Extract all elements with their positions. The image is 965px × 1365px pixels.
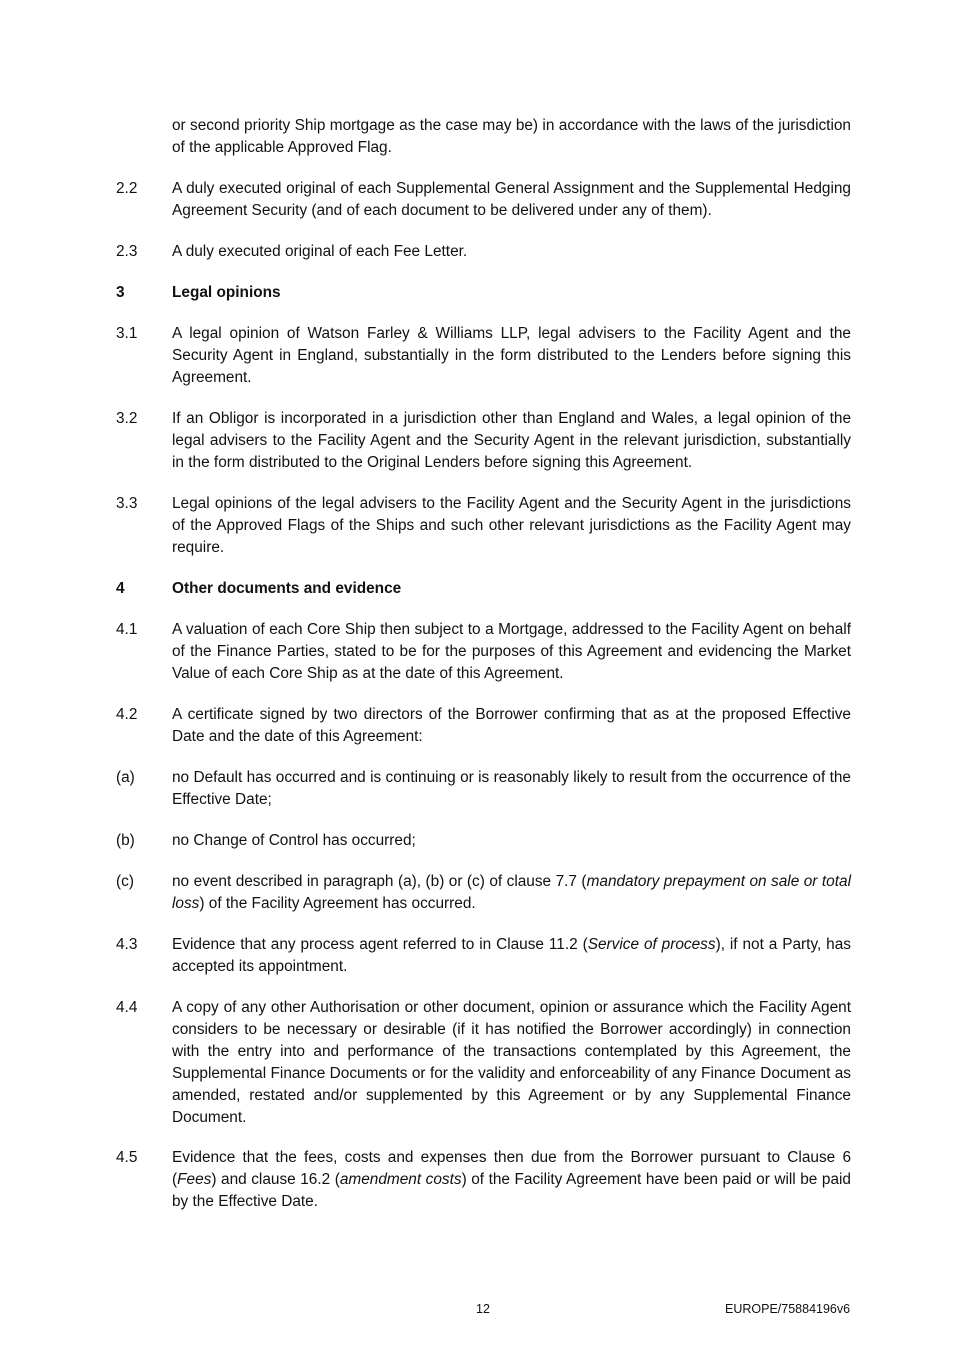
clause-text: A duly executed original of each Supplemental General Assignment and the Supplemental Hedging Agreement Security (and of each document to be delivered under any of them). xyxy=(172,180,851,219)
clause-text: Legal opinions of the legal advisers to the Facility Agent and the Security Agent in the jurisdictions of the Approved Flags of the Ships and such other relevant jurisdictions as the Facility Agent may require. xyxy=(172,495,851,556)
paragraph-text: no Change of Control has occurred; xyxy=(172,832,416,849)
paragraph-letter: (c) xyxy=(116,873,134,890)
clause-number: 4.1 xyxy=(116,621,138,638)
paragraph-letter: (b) xyxy=(116,832,135,849)
clause-text: A legal opinion of Watson Farley & Williams LLP, legal advisers to the Facility Agent and the Security Agent in England, substantially in the form distributed to the Lenders before signing this Agreement. xyxy=(172,325,851,386)
page-number: 12 xyxy=(476,1302,490,1316)
clause-number: 2.2 xyxy=(116,180,138,197)
clause-number: 3.3 xyxy=(116,495,138,512)
continuation-paragraph: or second priority Ship mortgage as the case may be) in accordance with the laws of the jurisdiction of the applicable Approved Flag. xyxy=(172,117,851,156)
clause-number: 2.3 xyxy=(116,243,138,260)
clause-text: If an Obligor is incorporated in a jurisdiction other than England and Wales, a legal opinion of the legal advisers to the Facility Agent and the Security Agent in the relevant jurisdiction, substantially in the form distributed to the Original Lenders before signing this Agreement. xyxy=(172,410,851,471)
clause-text: A duly executed original of each Fee Letter. xyxy=(172,243,468,260)
clause-number: 4.4 xyxy=(116,999,138,1016)
document-reference: EUROPE/75884196v6 xyxy=(725,1302,851,1316)
clause-text: A certificate signed by two directors of the Borrower confirming that as at the proposed Effective Date and the date of this Agreement: xyxy=(172,706,851,745)
clause-text: Evidence that any process agent referred to in Clause 11.2 (Service of process), if not a Party, has accepted its appointment. xyxy=(172,936,851,975)
section-number: 4 xyxy=(116,580,125,597)
clause-number: 3.1 xyxy=(116,325,138,342)
clause-number: 4.3 xyxy=(116,936,138,953)
clause-text: A valuation of each Core Ship then subject to a Mortgage, addressed to the Facility Agent on behalf of the Finance Parties, stated to be for the purposes of this Agreement and evidencing the Market Value of each Core Ship as at the date of this Agreement. xyxy=(172,621,851,682)
clause-text: Evidence that the fees, costs and expenses then due from the Borrower pursuant to Clause 6 (Fees) and clause 16.2 (amendment costs) of the Facility Agreement have been paid or will be paid by the Effective Date. xyxy=(172,1149,851,1210)
paragraph-text: no event described in paragraph (a), (b) or (c) of clause 7.7 (mandatory prepayment on sale or total loss) of the Facility Agreement has occurred. xyxy=(172,873,851,912)
paragraph-text: no Default has occurred and is continuing or is reasonably likely to result from the occurrence of the Effective Date; xyxy=(172,769,851,808)
clause-number: 4.5 xyxy=(116,1149,138,1166)
section-heading: Other documents and evidence xyxy=(172,580,402,597)
clause-text: A copy of any other Authorisation or other document, opinion or assurance which the Facility Agent considers to be necessary or desirable (if it has notified the Borrower accordingly) in connection with the entry into and performance of the transactions contemplated by this Agreement, the Supplemental Finance Documents or for the validity and enforceability of any Finance Document as amended, restated and/or supplemented by this Agreement or by any Supplemental Finance Document. xyxy=(172,999,851,1126)
clause-number: 3.2 xyxy=(116,410,138,427)
section-heading: Legal opinions xyxy=(172,284,281,301)
section-number: 3 xyxy=(116,284,125,301)
paragraph-letter: (a) xyxy=(116,769,135,786)
clause-number: 4.2 xyxy=(116,706,138,723)
